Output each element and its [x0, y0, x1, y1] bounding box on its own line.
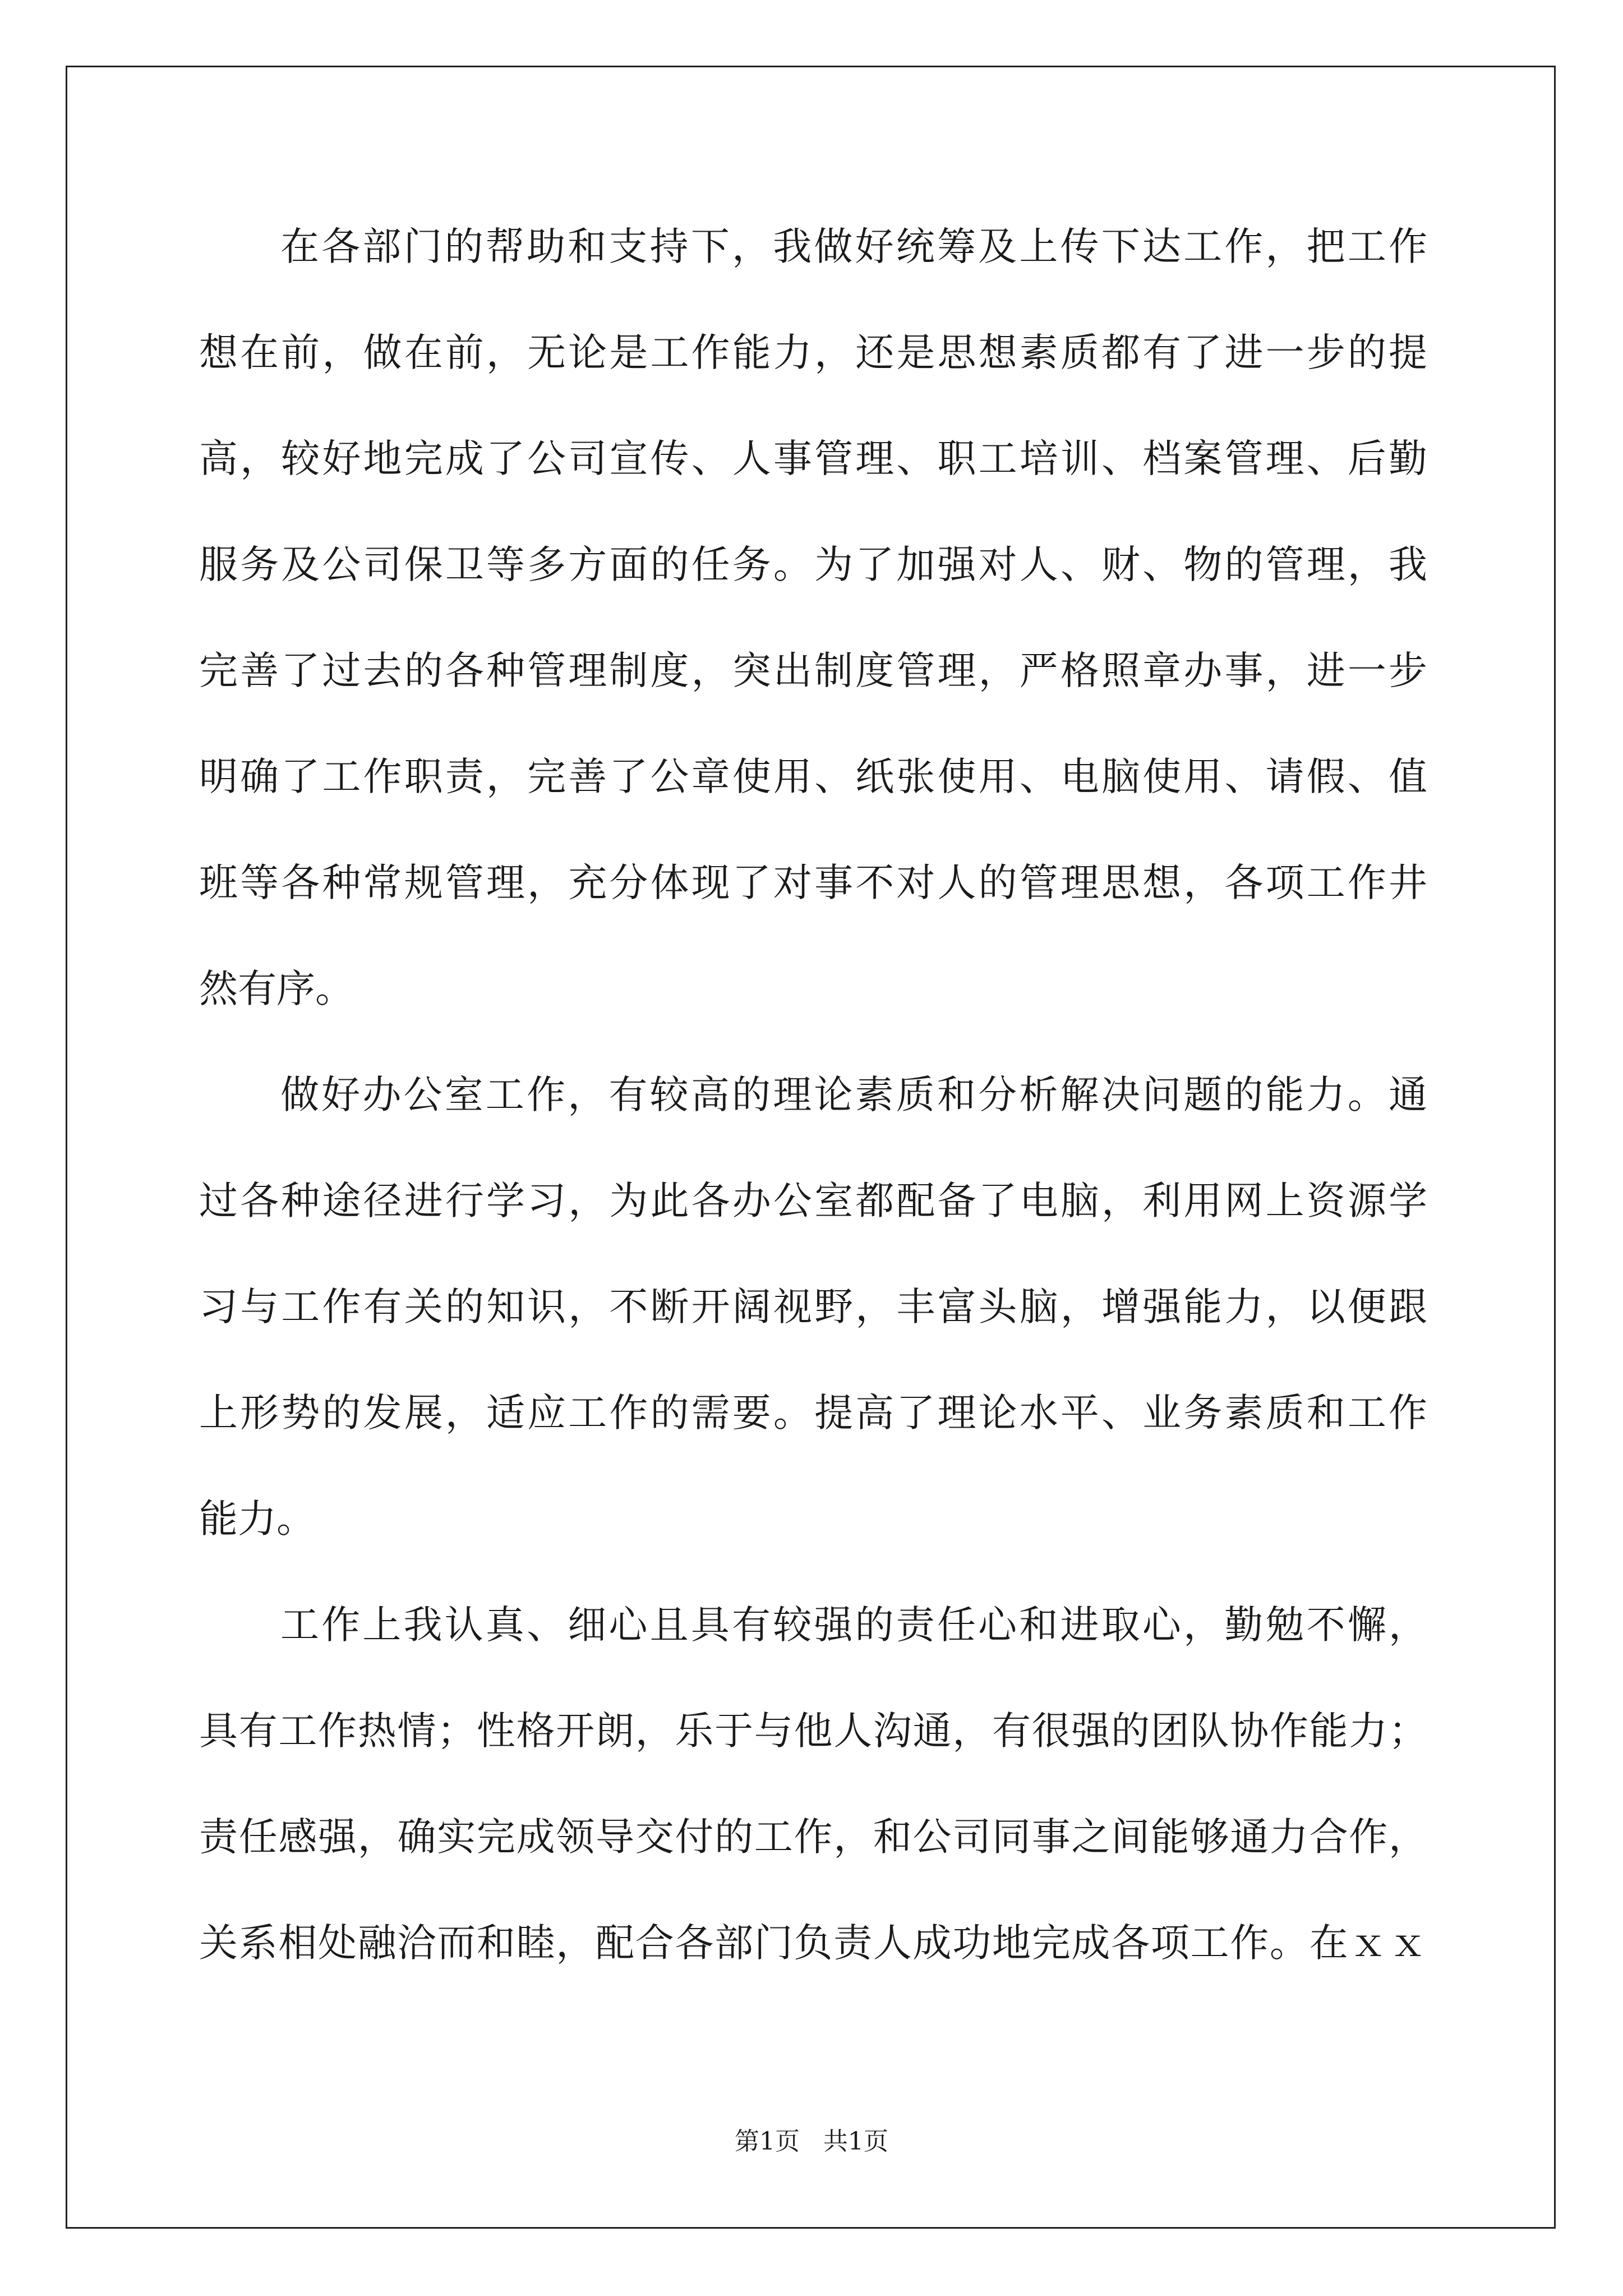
- paragraph-line: 工作上我认真、细心且具有较强的责任心和进取心，勤勉不懈，: [280, 1603, 1427, 1648]
- paragraph-line: 服务及公司保卫等多方面的任务。为了加强对人、财、物的管理，我: [199, 542, 1427, 587]
- paragraph-line: 完善了过去的各种管理制度，突出制度管理，严格照章办事，进一步: [199, 648, 1427, 693]
- paragraph-line: 过各种途径进行学习，为此各办公室都配备了电脑，利用网上资源学: [199, 1179, 1427, 1223]
- paragraph-line: 责任感强，确实完成领导交付的工作，和公司同事之间能够通力合作，: [199, 1815, 1427, 1860]
- paragraph-line: 具有工作热情；性格开朗，乐于与他人沟通，有很强的团队协作能力；: [199, 1709, 1427, 1754]
- paragraph-line: 明确了工作职责，完善了公章使用、纸张使用、电脑使用、请假、值: [199, 754, 1427, 799]
- paragraph-line: 习与工作有关的知识，不断开阔视野，丰富头脑，增强能力，以便跟: [199, 1285, 1427, 1329]
- paragraph-line: 高，较好地完成了公司宣传、人事管理、职工培训、档案管理、后勤: [199, 436, 1427, 481]
- page-footer: 第1页 共1页: [735, 2127, 888, 2156]
- paragraph-line: 班等各种常规管理，充分体现了对事不对人的管理思想，各项工作井: [199, 861, 1427, 905]
- page-border: [66, 66, 1556, 2229]
- paragraph-line: 在各部门的帮助和支持下，我做好统筹及上传下达工作，把工作: [280, 224, 1427, 269]
- paragraph-line: 想在前，做在前，无论是工作能力，还是思想素质都有了进一步的提: [199, 330, 1427, 375]
- paragraph-line: 上形势的发展，适应工作的需要。提高了理论水平、业务素质和工作: [199, 1391, 1427, 1435]
- paragraph-line: 关系相处融洽而和睦，配合各部门负责人成功地完成各项工作。在ｘｘ: [199, 1921, 1427, 1966]
- paragraph-line: 能力。: [199, 1497, 315, 1542]
- paragraph-line: 然有序。: [199, 967, 354, 1011]
- paragraph-line: 做好办公室工作，有较高的理论素质和分析解决问题的能力。通: [280, 1073, 1427, 1117]
